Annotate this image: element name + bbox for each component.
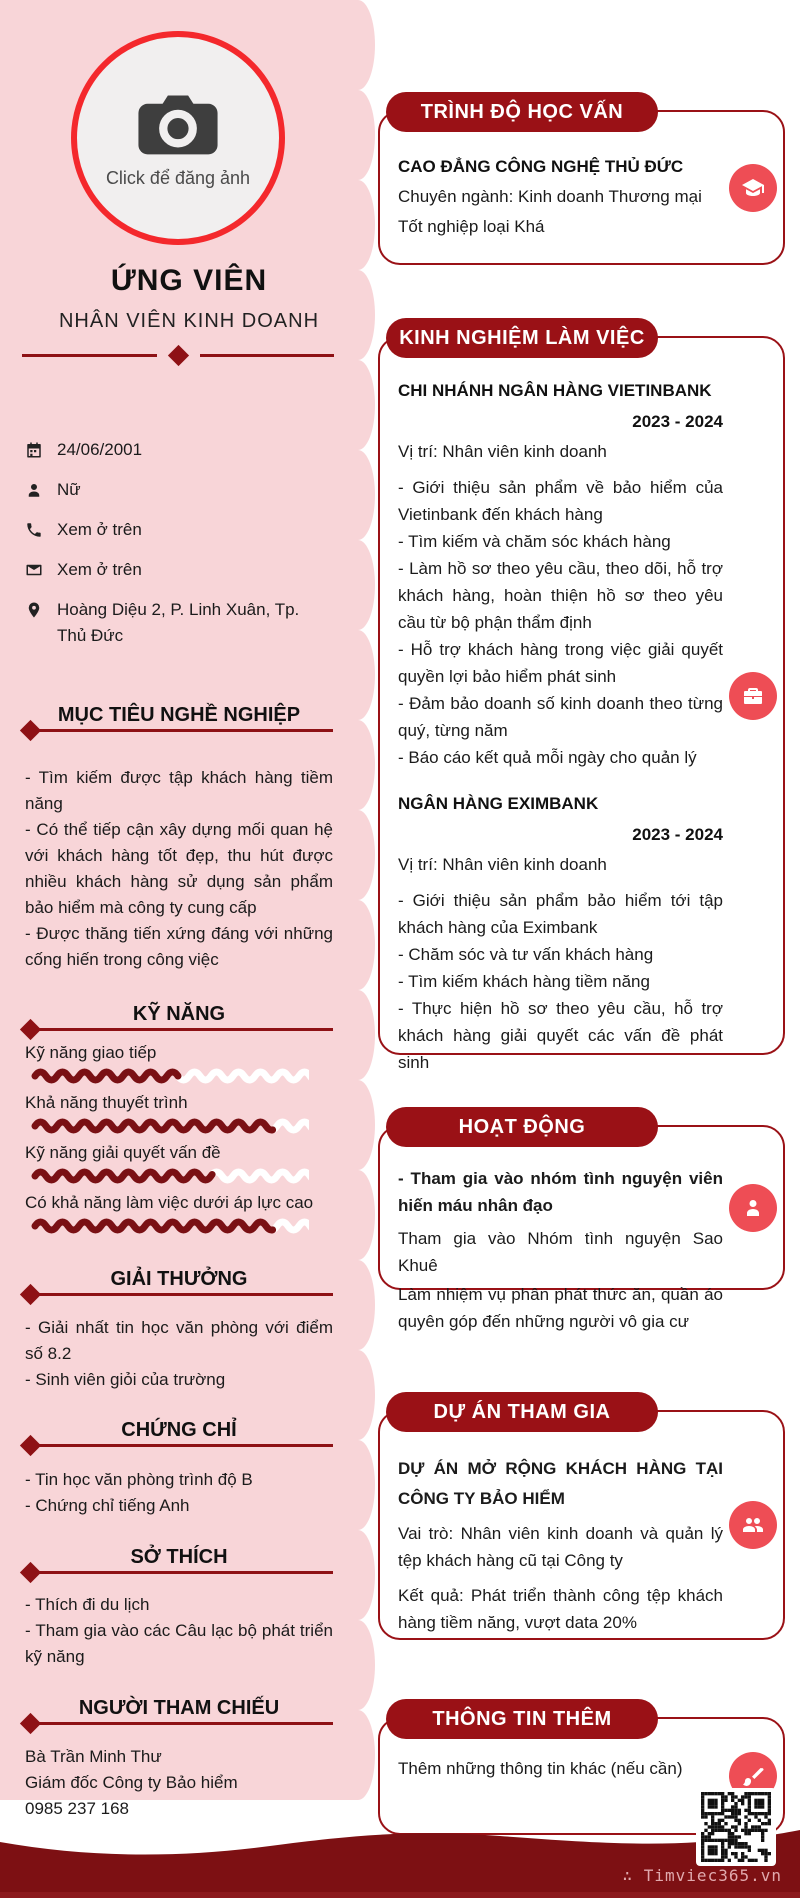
skill-label: Kỹ năng giao tiếp [25, 1043, 157, 1062]
objective-body [25, 765, 333, 973]
hobby-item: - Tham gia vào các Câu lạc bộ phát triển kỹ năng [25, 1621, 333, 1666]
hobbies-body [25, 1592, 333, 1670]
skill-level-wave [29, 1216, 309, 1236]
company-name: CHI NHÁNH NGÂN HÀNG VIETINBANK [398, 381, 712, 400]
volunteer-icon [729, 1184, 777, 1232]
job-period: 2023 - 2024 [632, 412, 723, 431]
hobby-item: - Thích đi du lịch [25, 1595, 150, 1614]
skill-label: Có khả năng làm việc dưới áp lực cao [25, 1193, 314, 1212]
skill-level-wave [29, 1066, 309, 1086]
diamond-ornament [167, 344, 188, 365]
job-bullet: - Làm hồ sơ theo yêu cầu, theo dõi, hỗ trợ khách hàng, hoàn thiện hồ sơ theo yêu cầu từ bộ phận thẩm định [398, 559, 723, 632]
experience-badge: KINH NGHIỆM LÀM VIỆC [386, 318, 658, 358]
job-bullet: - Tìm kiếm khách hàng tiềm năng [398, 972, 650, 991]
reference-phone: 0985 237 168 [25, 1799, 129, 1818]
job-bullet: - Giới thiệu sản phẩm bảo hiểm tới tập khách hàng của Eximbank [398, 891, 723, 937]
school-name: CAO ĐẲNG CÔNG NGHỆ THỦ ĐỨC [398, 157, 684, 176]
skill-row [25, 1090, 333, 1136]
activity-line: Tham gia vào Nhóm tình nguyện Sao Khuê [398, 1229, 723, 1275]
job-bullets [398, 474, 723, 771]
award-item: - Sinh viên giỏi của trường [25, 1370, 226, 1389]
activity-highlight: - Tham gia vào nhóm tình nguyện viên hiến máu nhân đạo [398, 1169, 723, 1215]
skills-body [25, 1040, 333, 1240]
qr-code [696, 1788, 776, 1866]
section-title-awards: GIẢI THƯỞNG [25, 1265, 333, 1296]
education-major: Chuyên ngành: Kinh doanh Thương mại [398, 187, 702, 206]
contact-phone [25, 517, 325, 543]
certificate-item: - Chứng chỉ tiếng Anh [25, 1496, 190, 1515]
address-value: Hoàng Diệu 2, P. Linh Xuân, Tp. Thủ Đức [57, 600, 300, 645]
project-role: Vai trò: Nhân viên kinh doanh và quản lý tệp khách hàng cũ tại Công ty [398, 1524, 723, 1570]
reference-body [25, 1744, 333, 1822]
job-bullet: - Hỗ trợ khách hàng trong việc giải quyết quyền lợi bảo hiểm phát sinh [398, 640, 723, 686]
job-bullet: - Chăm sóc và tư vấn khách hàng [398, 945, 654, 964]
activities-badge: HOẠT ĐỘNG [386, 1107, 658, 1147]
award-item: - Giải nhất tin học văn phòng với điểm số 8.2 [25, 1318, 333, 1363]
projects-badge: DỰ ÁN THAM GIA [386, 1392, 658, 1432]
contact-email [25, 557, 325, 583]
graduation-cap-icon [729, 164, 777, 212]
job-period: 2023 - 2024 [632, 825, 723, 844]
job-bullet: - Thực hiện hồ sơ theo yêu cầu, hỗ trợ khách hàng giải quyết các vấn đề phát sinh [398, 999, 723, 1072]
team-icon [729, 1501, 777, 1549]
footer-wave [0, 1818, 800, 1898]
job-position: Vị trí: Nhân viên kinh doanh [398, 442, 607, 461]
job-bullet: - Tìm kiếm và chăm sóc khách hàng [398, 532, 671, 551]
section-activities [378, 1115, 785, 1331]
skill-level-wave [29, 1166, 309, 1186]
section-title-hobbies: SỞ THÍCH [25, 1543, 333, 1574]
user-icon [25, 481, 43, 499]
reference-name: Bà Trần Minh Thư [25, 1747, 162, 1766]
section-projects [378, 1400, 785, 1640]
contact-birthday [25, 437, 325, 463]
job-bullet: - Giới thiệu sản phẩm về bảo hiểm của Vietinbank đến khách hàng [398, 478, 723, 524]
job-bullets [398, 887, 723, 1076]
reference-position: Giám đốc Công ty Bảo hiểm [25, 1773, 238, 1792]
skill-label: Kỹ năng giải quyết vấn đề [25, 1143, 221, 1162]
job-position: Vị trí: Nhân viên kinh doanh [398, 855, 607, 874]
candidate-title: NHÂN VIÊN KINH DOANH [58, 310, 320, 332]
section-experience [378, 326, 785, 1072]
job-entry [398, 376, 723, 771]
brand-watermark: ∴ Timviec365.vn [622, 1866, 782, 1885]
phone-icon [25, 521, 43, 539]
email-icon [25, 561, 43, 579]
job-entry [398, 789, 723, 1076]
awards-body [25, 1315, 333, 1393]
section-title-objective: MỤC TIÊU NGHỀ NGHIỆP [25, 701, 333, 732]
section-title-reference: NGƯỜI THAM CHIẾU [25, 1694, 333, 1725]
skill-row [25, 1040, 333, 1086]
objective-item: - Được thăng tiến xứng đáng với những cống hiến trong công việc [25, 924, 333, 969]
objective-item: - Có thể tiếp cận xây dựng mối quan hệ với khách hàng tốt đẹp, thu hút được nhiều khách hàng sử dụng sản phẩm bảo hiểm mà công ty cung cấp [25, 820, 333, 917]
photo-upload-label: Click để đăng ảnh [105, 168, 251, 188]
title-divider [22, 346, 334, 364]
skill-row [25, 1190, 333, 1236]
additional-info-badge: THÔNG TIN THÊM [386, 1699, 658, 1739]
additional-note: Thêm những thông tin khác (nếu cần) [398, 1759, 683, 1778]
job-bullet: - Báo cáo kết quả mỗi ngày cho quản lý [398, 748, 697, 767]
calendar-icon [25, 441, 43, 459]
company-name: NGÂN HÀNG EXIMBANK [398, 794, 599, 813]
section-title-certificates: CHỨNG CHỈ [25, 1416, 333, 1447]
section-education [378, 100, 785, 265]
section-title-skills: KỸ NĂNG [25, 1000, 333, 1031]
skill-level-wave [29, 1116, 309, 1136]
briefcase-icon [729, 672, 777, 720]
photo-upload[interactable] [71, 31, 285, 245]
gender-value: Nữ [57, 480, 81, 499]
contact-gender [25, 477, 325, 503]
certificates-body [25, 1467, 333, 1519]
email-value: Xem ở trên [57, 560, 142, 579]
birthday-value: 24/06/2001 [57, 440, 143, 459]
project-name: DỰ ÁN MỞ RỘNG KHÁCH HÀNG TẠI CÔNG TY BẢO HIỂM [398, 1459, 723, 1508]
job-bullet: - Đảm bảo doanh số kinh doanh theo từng quý, từng năm [398, 694, 723, 740]
camera-icon [132, 87, 224, 166]
contact-list [25, 437, 325, 663]
education-grade: Tốt nghiệp loại Khá [398, 217, 545, 236]
contact-address [25, 597, 325, 649]
activity-line: Làm nhiệm vụ phân phát thức ăn, quần áo quyên góp đến những người vô gia cư [398, 1285, 723, 1331]
objective-item: - Tìm kiếm được tập khách hàng tiềm năng [25, 768, 333, 813]
project-result: Kết quả: Phát triển thành công tệp khách hàng tiềm năng, vượt data 20% [398, 1586, 723, 1632]
phone-value: Xem ở trên [57, 520, 142, 539]
location-icon [25, 601, 43, 619]
skill-label: Khả năng thuyết trình [25, 1093, 188, 1112]
certificate-item: - Tin học văn phòng trình độ B [25, 1470, 253, 1489]
education-badge: TRÌNH ĐỘ HỌC VẤN [386, 92, 658, 132]
skill-row [25, 1140, 333, 1186]
candidate-name: ỨNG VIÊN [110, 264, 268, 297]
